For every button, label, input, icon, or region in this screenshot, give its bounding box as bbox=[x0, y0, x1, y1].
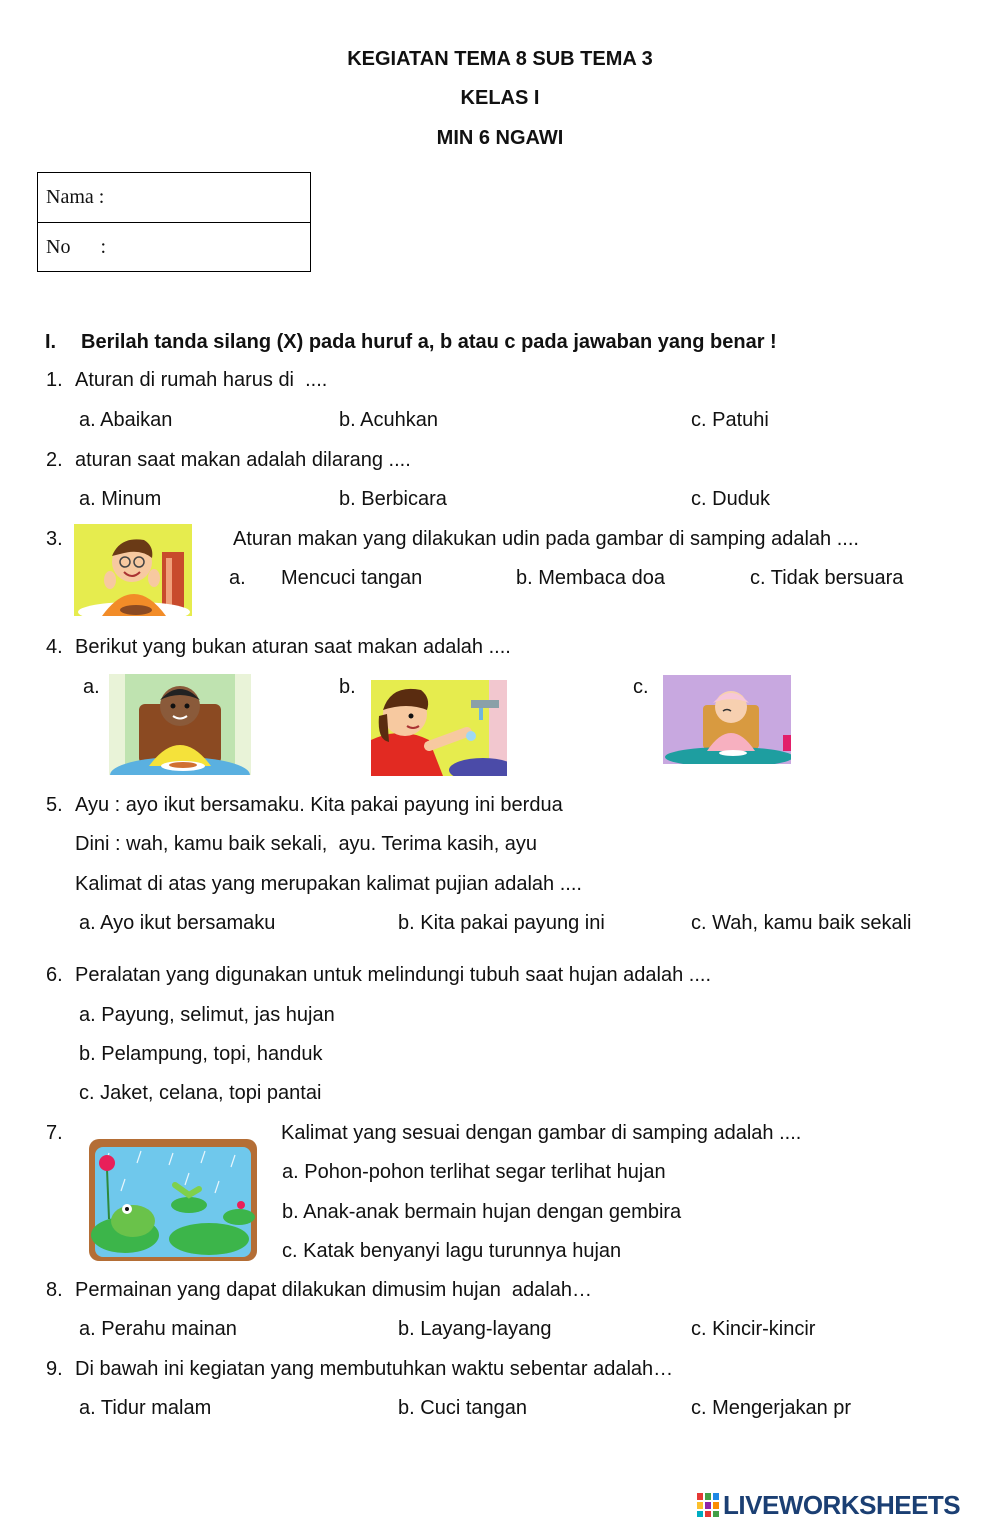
q5-line-3: Kalimat di atas yang merupakan kalimat pujian adalah .... bbox=[75, 873, 582, 895]
option-text: Berbicara bbox=[361, 488, 447, 510]
q6-option-c[interactable] bbox=[79, 1081, 321, 1105]
option-text: Mengerjakan pr bbox=[712, 1397, 852, 1419]
option-letter: c. bbox=[79, 1082, 95, 1104]
section-instruction: Berilah tanda silang (X) pada huruf a, b atau c pada jawaban yang benar ! bbox=[81, 331, 777, 353]
option-text: Pohon-pohon terlihat segar terlihat hujan bbox=[304, 1161, 666, 1183]
q7-text: Kalimat yang sesuai dengan gambar di samping adalah .... bbox=[281, 1122, 802, 1144]
q6-option-a[interactable] bbox=[79, 1003, 335, 1027]
q7-option-a[interactable] bbox=[282, 1160, 666, 1184]
option-letter: a. bbox=[282, 1161, 299, 1183]
q9-text: Di bawah ini kegiatan yang membutuhkan waktu sebentar adalah… bbox=[75, 1358, 674, 1380]
q1-option-a[interactable] bbox=[79, 408, 172, 432]
option-letter: b. bbox=[398, 1397, 415, 1419]
q2-option-a[interactable] bbox=[79, 487, 161, 511]
q4-option-b-picture[interactable] bbox=[371, 680, 507, 776]
q4-option-a-letter[interactable]: a. bbox=[83, 676, 100, 698]
option-text: Ayo ikut bersamaku bbox=[100, 912, 276, 934]
q7-option-c[interactable] bbox=[282, 1239, 621, 1263]
q1-option-c[interactable] bbox=[691, 408, 769, 432]
option-letter: c. bbox=[691, 1318, 707, 1340]
q9-option-c[interactable] bbox=[691, 1396, 851, 1420]
q4-number: 4. bbox=[46, 636, 63, 658]
option-letter: c. bbox=[282, 1240, 298, 1262]
title-line-2: KELAS I bbox=[460, 87, 540, 109]
q8-text: Permainan yang dapat dilakukan dimusim hujan adalah… bbox=[75, 1279, 592, 1301]
option-letter: a. bbox=[79, 1318, 96, 1340]
option-text: Abaikan bbox=[100, 409, 173, 431]
q2-number: 2. bbox=[46, 449, 63, 471]
option-text: Pelampung, topi, handuk bbox=[101, 1043, 323, 1065]
option-letter: b. bbox=[398, 912, 415, 934]
option-text: Kita pakai payung ini bbox=[420, 912, 605, 934]
option-text: Cuci tangan bbox=[420, 1397, 527, 1419]
q3-option-b[interactable]: b. Membaca doa bbox=[516, 567, 665, 589]
number-field[interactable] bbox=[38, 223, 310, 273]
option-text: Kincir-kincir bbox=[712, 1318, 816, 1340]
title-line-1: KEGIATAN TEMA 8 SUB TEMA 3 bbox=[347, 48, 653, 70]
q3-option-c[interactable]: c. Tidak bersuara bbox=[750, 567, 904, 589]
option-text: Layang-layang bbox=[420, 1318, 552, 1340]
q8-number: 8. bbox=[46, 1279, 63, 1301]
q4-text: Berikut yang bukan aturan saat makan adalah .... bbox=[75, 636, 511, 658]
option-text: Minum bbox=[101, 488, 162, 510]
q8-option-b[interactable] bbox=[398, 1317, 551, 1341]
option-text: Acuhkan bbox=[360, 409, 438, 431]
q4-option-a-picture[interactable] bbox=[109, 674, 251, 775]
option-letter: c. bbox=[691, 488, 707, 510]
q2-text: aturan saat makan adalah dilarang .... bbox=[75, 449, 411, 471]
q4-option-c-picture[interactable] bbox=[663, 675, 791, 764]
q5-line-1: Ayu : ayo ikut bersamaku. Kita pakai payung ini berdua bbox=[75, 794, 563, 816]
title-line-3: MIN 6 NGAWI bbox=[436, 127, 564, 149]
q7-number: 7. bbox=[46, 1122, 63, 1144]
q6-text: Peralatan yang digunakan untuk melindungi tubuh saat hujan adalah .... bbox=[75, 964, 712, 986]
option-text: Katak benyanyi lagu turunnya hujan bbox=[303, 1240, 622, 1262]
q1-option-b[interactable] bbox=[339, 408, 438, 432]
option-letter: b. bbox=[79, 1043, 96, 1065]
q1-text: Aturan di rumah harus di .... bbox=[75, 369, 328, 391]
q9-option-b[interactable] bbox=[398, 1396, 527, 1420]
boy-eating-picture bbox=[74, 524, 192, 616]
q6-number: 6. bbox=[46, 964, 63, 986]
option-letter: c. bbox=[691, 912, 707, 934]
option-letter: b. bbox=[282, 1201, 299, 1223]
option-letter: b. bbox=[339, 488, 356, 510]
q9-number: 9. bbox=[46, 1358, 63, 1380]
logo-text: LIVEWORKSHEETS bbox=[723, 1490, 961, 1520]
q3-text: Aturan makan yang dilakukan udin pada gambar di samping adalah .... bbox=[233, 528, 859, 550]
option-text: Tidur malam bbox=[100, 1397, 212, 1419]
q5-option-c[interactable] bbox=[691, 911, 911, 935]
option-text: Perahu mainan bbox=[101, 1318, 237, 1340]
q6-option-b[interactable] bbox=[79, 1042, 323, 1066]
name-field[interactable] bbox=[38, 173, 310, 223]
option-letter: a. bbox=[79, 912, 96, 934]
q2-option-c[interactable] bbox=[691, 487, 770, 511]
q3-option-a[interactable]: Mencuci tangan bbox=[281, 567, 423, 589]
number-label: No : bbox=[46, 236, 106, 258]
q5-option-a[interactable] bbox=[79, 911, 275, 935]
option-letter: c. bbox=[691, 409, 707, 431]
option-text: Anak-anak bermain hujan dengan gembira bbox=[303, 1201, 682, 1223]
option-letter: c. bbox=[691, 1397, 707, 1419]
q3-number: 3. bbox=[46, 528, 63, 550]
option-letter: a. bbox=[79, 1004, 96, 1026]
q9-option-a[interactable] bbox=[79, 1396, 211, 1420]
option-text: Duduk bbox=[712, 488, 770, 510]
q4-option-b-letter[interactable]: b. bbox=[339, 676, 356, 698]
option-letter: a. bbox=[79, 409, 96, 431]
q3-option-a-letter[interactable]: a. bbox=[229, 567, 246, 589]
q8-option-c[interactable] bbox=[691, 1317, 815, 1341]
q8-option-a[interactable] bbox=[79, 1317, 237, 1341]
frog-rain-picture bbox=[89, 1139, 257, 1261]
option-text: Jaket, celana, topi pantai bbox=[100, 1082, 322, 1104]
q5-option-b[interactable] bbox=[398, 911, 605, 935]
q1-number: 1. bbox=[46, 369, 63, 391]
option-letter: a. bbox=[79, 488, 96, 510]
q5-number: 5. bbox=[46, 794, 63, 816]
option-letter: a. bbox=[79, 1397, 96, 1419]
option-letter: b. bbox=[398, 1318, 415, 1340]
section-number: I. bbox=[45, 331, 57, 353]
logo-grid-icon bbox=[697, 1493, 719, 1517]
option-text: Patuhi bbox=[712, 409, 769, 431]
identity-box bbox=[37, 172, 311, 272]
q7-option-b[interactable] bbox=[282, 1200, 681, 1224]
q4-option-c-letter[interactable]: c. bbox=[633, 676, 649, 698]
option-text: Payung, selimut, jas hujan bbox=[101, 1004, 335, 1026]
q2-option-b[interactable] bbox=[339, 487, 447, 511]
option-letter: b. bbox=[339, 409, 356, 431]
option-text: Wah, kamu baik sekali bbox=[712, 912, 912, 934]
q5-line-2: Dini : wah, kamu baik sekali, ayu. Terima kasih, ayu bbox=[75, 833, 538, 855]
name-label: Nama : bbox=[46, 186, 105, 208]
